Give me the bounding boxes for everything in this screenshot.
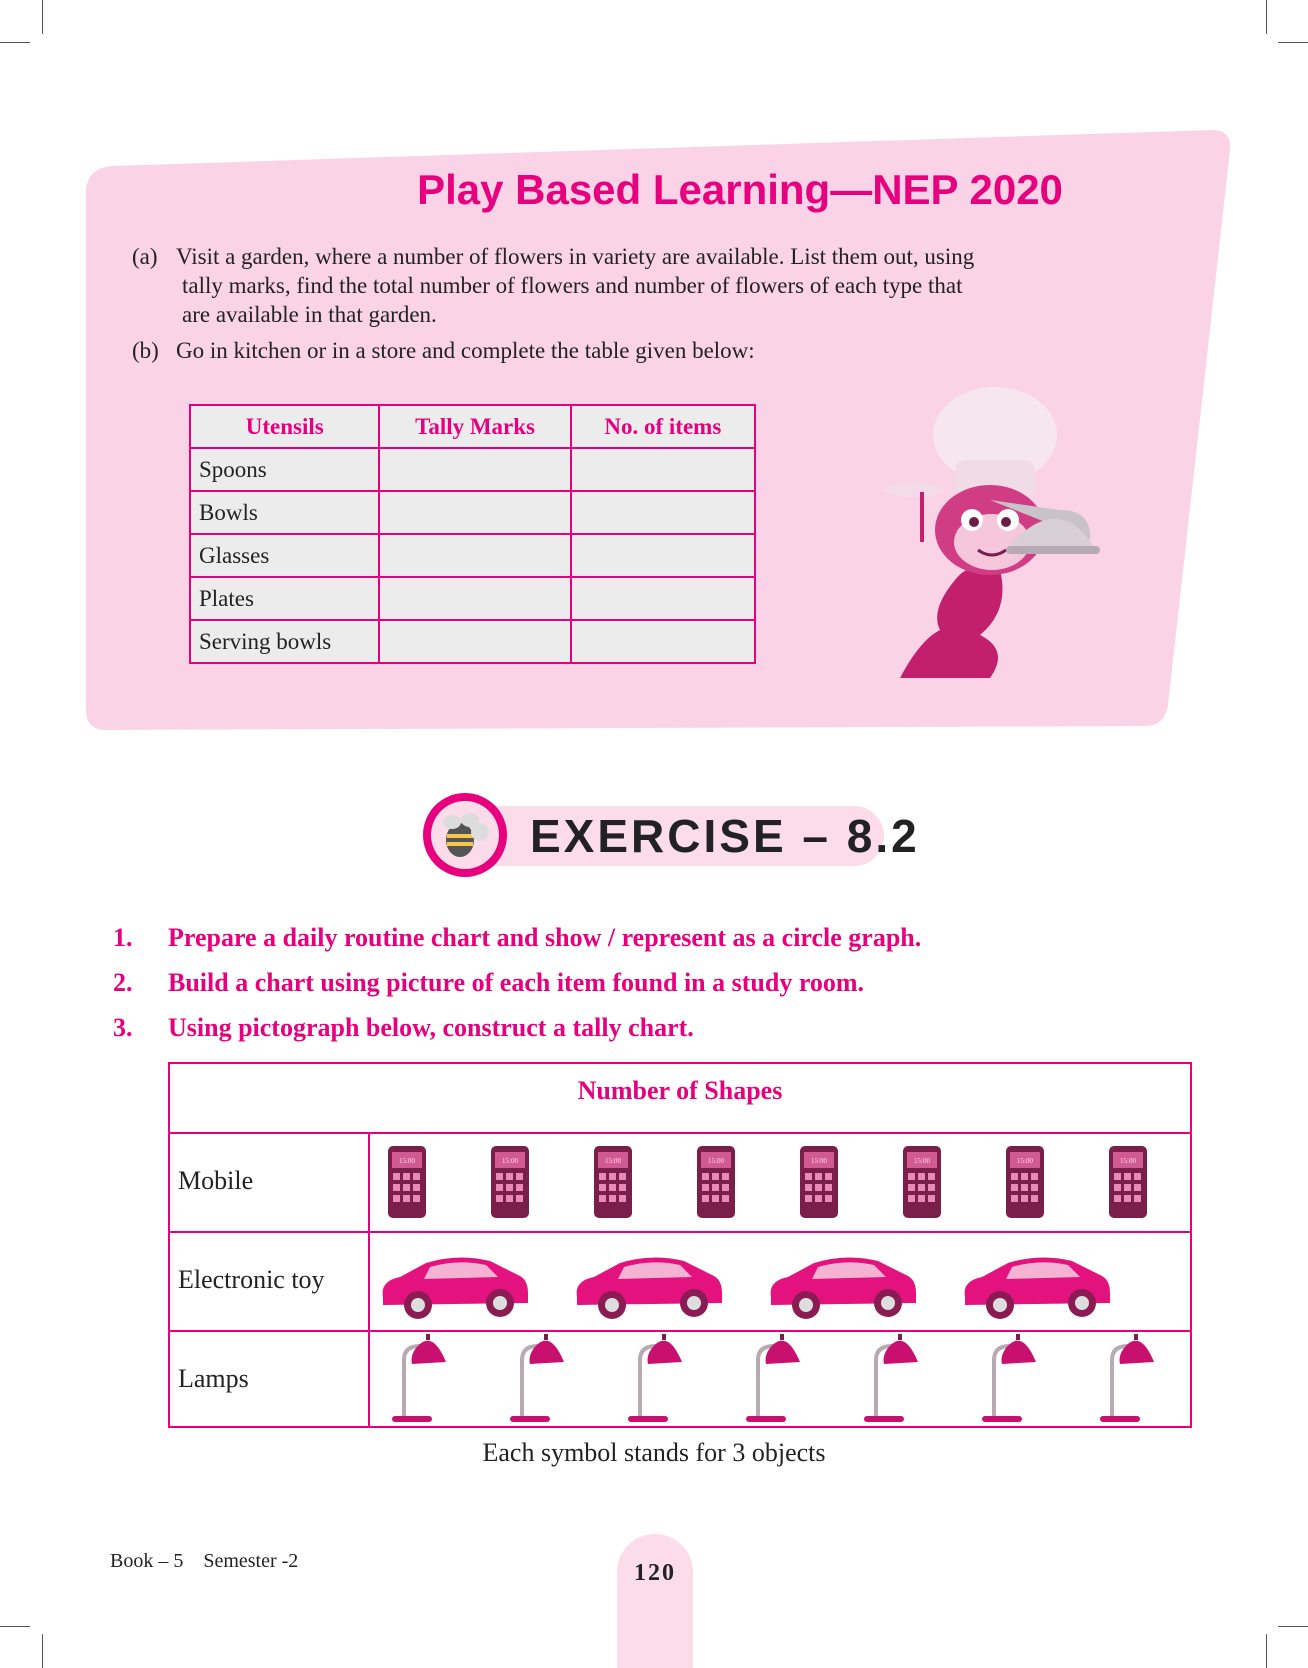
desk-lamp-icon bbox=[982, 1334, 1036, 1422]
pictograph-key-caption: Each symbol stands for 3 objects bbox=[482, 1438, 826, 1467]
question-3 bbox=[113, 1013, 1213, 1047]
crop-mark bbox=[1266, 1634, 1267, 1668]
question-text: Using pictograph below, construct a tally chart. bbox=[168, 1013, 694, 1042]
phone-screen-text: 15:00 bbox=[1017, 1157, 1033, 1165]
item-text bbox=[176, 242, 1102, 329]
question-number: 2. bbox=[113, 968, 133, 997]
mobile-phone-icon bbox=[1006, 1146, 1044, 1218]
mobile-phone-icon bbox=[388, 1146, 426, 1218]
mobile-phone-icon bbox=[594, 1146, 632, 1218]
table-row bbox=[190, 620, 755, 663]
desk-lamp-icon bbox=[510, 1334, 564, 1422]
toy-car-icon bbox=[965, 1257, 1110, 1319]
utensil-name: Spoons bbox=[190, 448, 379, 491]
tally-cell[interactable] bbox=[379, 448, 570, 491]
crop-mark bbox=[42, 1634, 43, 1668]
desk-lamp-icon bbox=[628, 1334, 682, 1422]
desk-lamp-icon bbox=[746, 1334, 800, 1422]
bee-mascot-icon bbox=[420, 790, 510, 880]
count-cell[interactable] bbox=[571, 534, 755, 577]
mobile-phone-icon bbox=[800, 1146, 838, 1218]
mobile-row-icons bbox=[370, 1134, 1192, 1231]
question-number: 1. bbox=[113, 923, 133, 952]
lamp-row-icons bbox=[370, 1332, 1192, 1426]
activity-title: Play Based Learning—NEP 2020 bbox=[417, 166, 1063, 213]
mobile-phone-icon bbox=[1109, 1146, 1147, 1218]
crop-mark bbox=[1278, 1626, 1308, 1627]
phone-screen-text: 15:00 bbox=[708, 1157, 724, 1165]
mobile-phone-icon bbox=[491, 1146, 529, 1218]
question-text: Build a chart using picture of each item found in a study room. bbox=[168, 968, 865, 997]
activity-item-b bbox=[132, 336, 1112, 366]
question-text: Prepare a daily routine chart and show / represent as a circle graph. bbox=[168, 923, 922, 952]
chef-monkey-illustration bbox=[860, 380, 1110, 680]
desk-lamp-icon bbox=[864, 1334, 918, 1422]
row-label-lamps: Lamps bbox=[178, 1364, 249, 1393]
phone-screen-text: 15:00 bbox=[605, 1157, 621, 1165]
table-row bbox=[190, 577, 755, 620]
page-number: 120 bbox=[634, 1560, 676, 1586]
desk-lamp-icon bbox=[392, 1334, 446, 1422]
table-row bbox=[190, 491, 755, 534]
tally-cell[interactable] bbox=[379, 620, 570, 663]
header-no-of-items: No. of items bbox=[571, 405, 755, 448]
activity-item-a bbox=[132, 242, 1112, 332]
mobile-phone-icon bbox=[697, 1146, 735, 1218]
toy-car-icon bbox=[771, 1257, 916, 1319]
page-number-tab bbox=[617, 1534, 693, 1668]
header-tally-marks: Tally Marks bbox=[379, 405, 570, 448]
table-header-row bbox=[190, 405, 755, 448]
pictograph-title: Number of Shapes bbox=[577, 1076, 783, 1105]
utensil-name: Bowls bbox=[190, 491, 379, 534]
crop-mark bbox=[0, 1626, 30, 1627]
book-semester-label: Book – 5 Semester -2 bbox=[110, 1550, 299, 1572]
item-marker: (a) bbox=[132, 244, 158, 269]
tally-cell[interactable] bbox=[379, 534, 570, 577]
lamp-row-svg bbox=[370, 1332, 1192, 1426]
item-line: tally marks, find the total number of flowers and number of flowers of each type that bbox=[182, 273, 963, 298]
count-cell[interactable] bbox=[571, 448, 755, 491]
row-label-electronic-toy: Electronic toy bbox=[178, 1265, 325, 1294]
question-2 bbox=[113, 968, 1213, 1002]
utensils-table bbox=[189, 404, 756, 664]
count-cell[interactable] bbox=[571, 620, 755, 663]
pictograph-table bbox=[168, 1062, 1192, 1428]
utensil-name: Serving bowls bbox=[190, 620, 379, 663]
desk-lamp-icon bbox=[1100, 1334, 1154, 1422]
item-line: are available in that garden. bbox=[182, 302, 437, 327]
question-number: 3. bbox=[113, 1013, 133, 1042]
phone-screen-text: 15:00 bbox=[811, 1157, 827, 1165]
table-row bbox=[190, 448, 755, 491]
toy-row-icons bbox=[370, 1233, 1192, 1330]
exercise-title: EXERCISE – 8.2 bbox=[530, 810, 920, 862]
toy-car-icon bbox=[383, 1257, 528, 1319]
toy-car-icon bbox=[577, 1257, 722, 1319]
utensil-name: Glasses bbox=[190, 534, 379, 577]
toy-row-svg bbox=[370, 1233, 1192, 1330]
phone-screen-text: 15:00 bbox=[399, 1157, 415, 1165]
item-marker: (b) bbox=[132, 338, 159, 363]
table-row bbox=[190, 534, 755, 577]
item-line: Visit a garden, where a number of flowers in variety are available. List them out, using bbox=[176, 244, 975, 269]
question-1 bbox=[113, 923, 1213, 957]
row-label-mobile: Mobile bbox=[178, 1166, 254, 1195]
header-utensils: Utensils bbox=[190, 405, 379, 448]
phone-screen-text: 15:00 bbox=[502, 1157, 518, 1165]
tally-cell[interactable] bbox=[379, 577, 570, 620]
phone-screen-text: 15:00 bbox=[914, 1157, 930, 1165]
count-cell[interactable] bbox=[571, 577, 755, 620]
item-line: Go in kitchen or in a store and complete the table given below: bbox=[176, 338, 755, 363]
utensil-name: Plates bbox=[190, 577, 379, 620]
phone-screen-text: 15:00 bbox=[1120, 1157, 1136, 1165]
mobile-phone-icon bbox=[903, 1146, 941, 1218]
mobile-row-svg bbox=[370, 1134, 1192, 1231]
tally-cell[interactable] bbox=[379, 491, 570, 534]
count-cell[interactable] bbox=[571, 491, 755, 534]
item-text bbox=[176, 336, 1102, 365]
